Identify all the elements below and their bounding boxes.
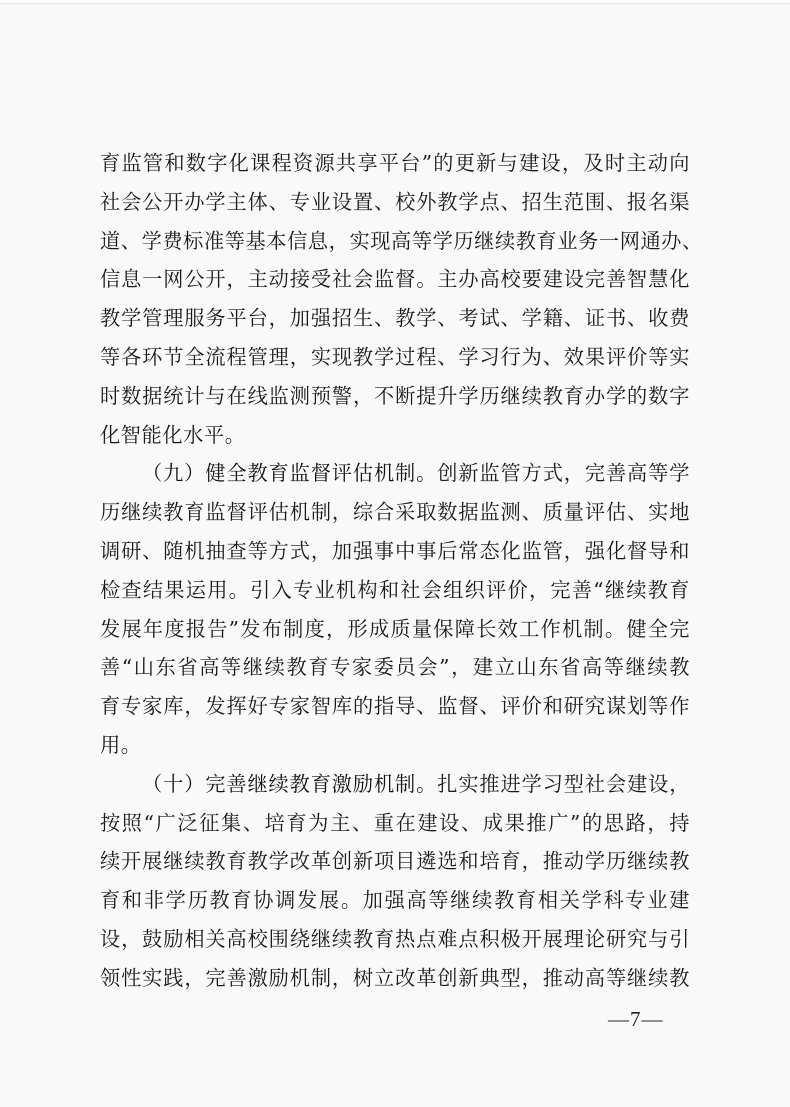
text-line: 调研、随机抽查等方式，加强事中事后常态化监管，强化督导和 — [100, 538, 690, 563]
text-line: 社会公开办学主体、专业设置、校外教学点、招生范围、报名渠 — [100, 189, 690, 214]
text-line: 发展年度报告”发布制度，形成质量保障长效工作机制。健全完 — [100, 616, 690, 641]
text-line: 历继续教育监督评估机制，综合采取数据监测、质量评估、实地 — [100, 500, 690, 525]
text-line: 化智能化水平。 — [100, 422, 246, 447]
text-line: 育和非学历教育协调发展。加强高等继续教育相关学科专业建 — [100, 888, 690, 913]
section-first-line-text: 创新监管方式，完善高等学 — [437, 461, 691, 486]
text-line: 设，鼓励相关高校围绕继续教育热点难点积极开展理论研究与引 — [100, 926, 690, 951]
text-line: 按照“广泛征集、培育为主、重在建设、成果推广”的思路，持 — [100, 810, 690, 835]
section-first-line — [100, 765, 690, 804]
text-line: 时数据统计与在线监测预警，不断提升学历继续教育办学的数字 — [100, 383, 690, 408]
paragraph-section-nine — [100, 454, 690, 764]
text-line: 续开展继续教育教学改革创新项目遴选和培育，推动学历继续教 — [100, 849, 690, 874]
text-line: 育专家库，发挥好专家智库的指导、监督、评价和研究谋划等作 — [100, 694, 690, 719]
document-page — [0, 3, 790, 1107]
paragraph-section-ten — [100, 765, 690, 998]
text-line: 育监管和数字化课程资源共享平台”的更新与建设，及时主动向 — [100, 151, 690, 175]
section-first-line-text: 扎实推进学习型社会建设， — [437, 771, 691, 796]
text-line: 检查结果运用。引入专业机构和社会组织评价，完善“继续教育 — [100, 577, 690, 602]
paragraph-continuation — [100, 144, 703, 454]
section-heading-ten: （十）完善继续教育激励机制。 — [142, 771, 438, 796]
text-line: 信息一网公开，主动接受社会监督。主办高校要建设完善智慧化 — [100, 267, 690, 292]
page-number: —7— — [608, 1007, 664, 1031]
section-heading-nine: （九）健全教育监督评估机制。 — [142, 461, 438, 486]
text-line: 领性实践，完善激励机制，树立改革创新典型，推动高等继续教 — [100, 965, 690, 990]
text-line: 用。 — [100, 732, 142, 757]
text-line: 善“山东省高等继续教育专家委员会”，建立山东省高等继续教 — [100, 655, 690, 680]
section-first-line — [100, 454, 690, 493]
text-line: 教学管理服务平台，加强招生、教学、考试、学籍、证书、收费 — [100, 306, 690, 331]
body-text — [100, 144, 703, 998]
text-line: 道、学费标准等基本信息，实现高等学历继续教育业务一网通办、 — [100, 228, 703, 253]
text-line: 等各环节全流程管理，实现教学过程、学习行为、效果评价等实 — [100, 344, 690, 369]
